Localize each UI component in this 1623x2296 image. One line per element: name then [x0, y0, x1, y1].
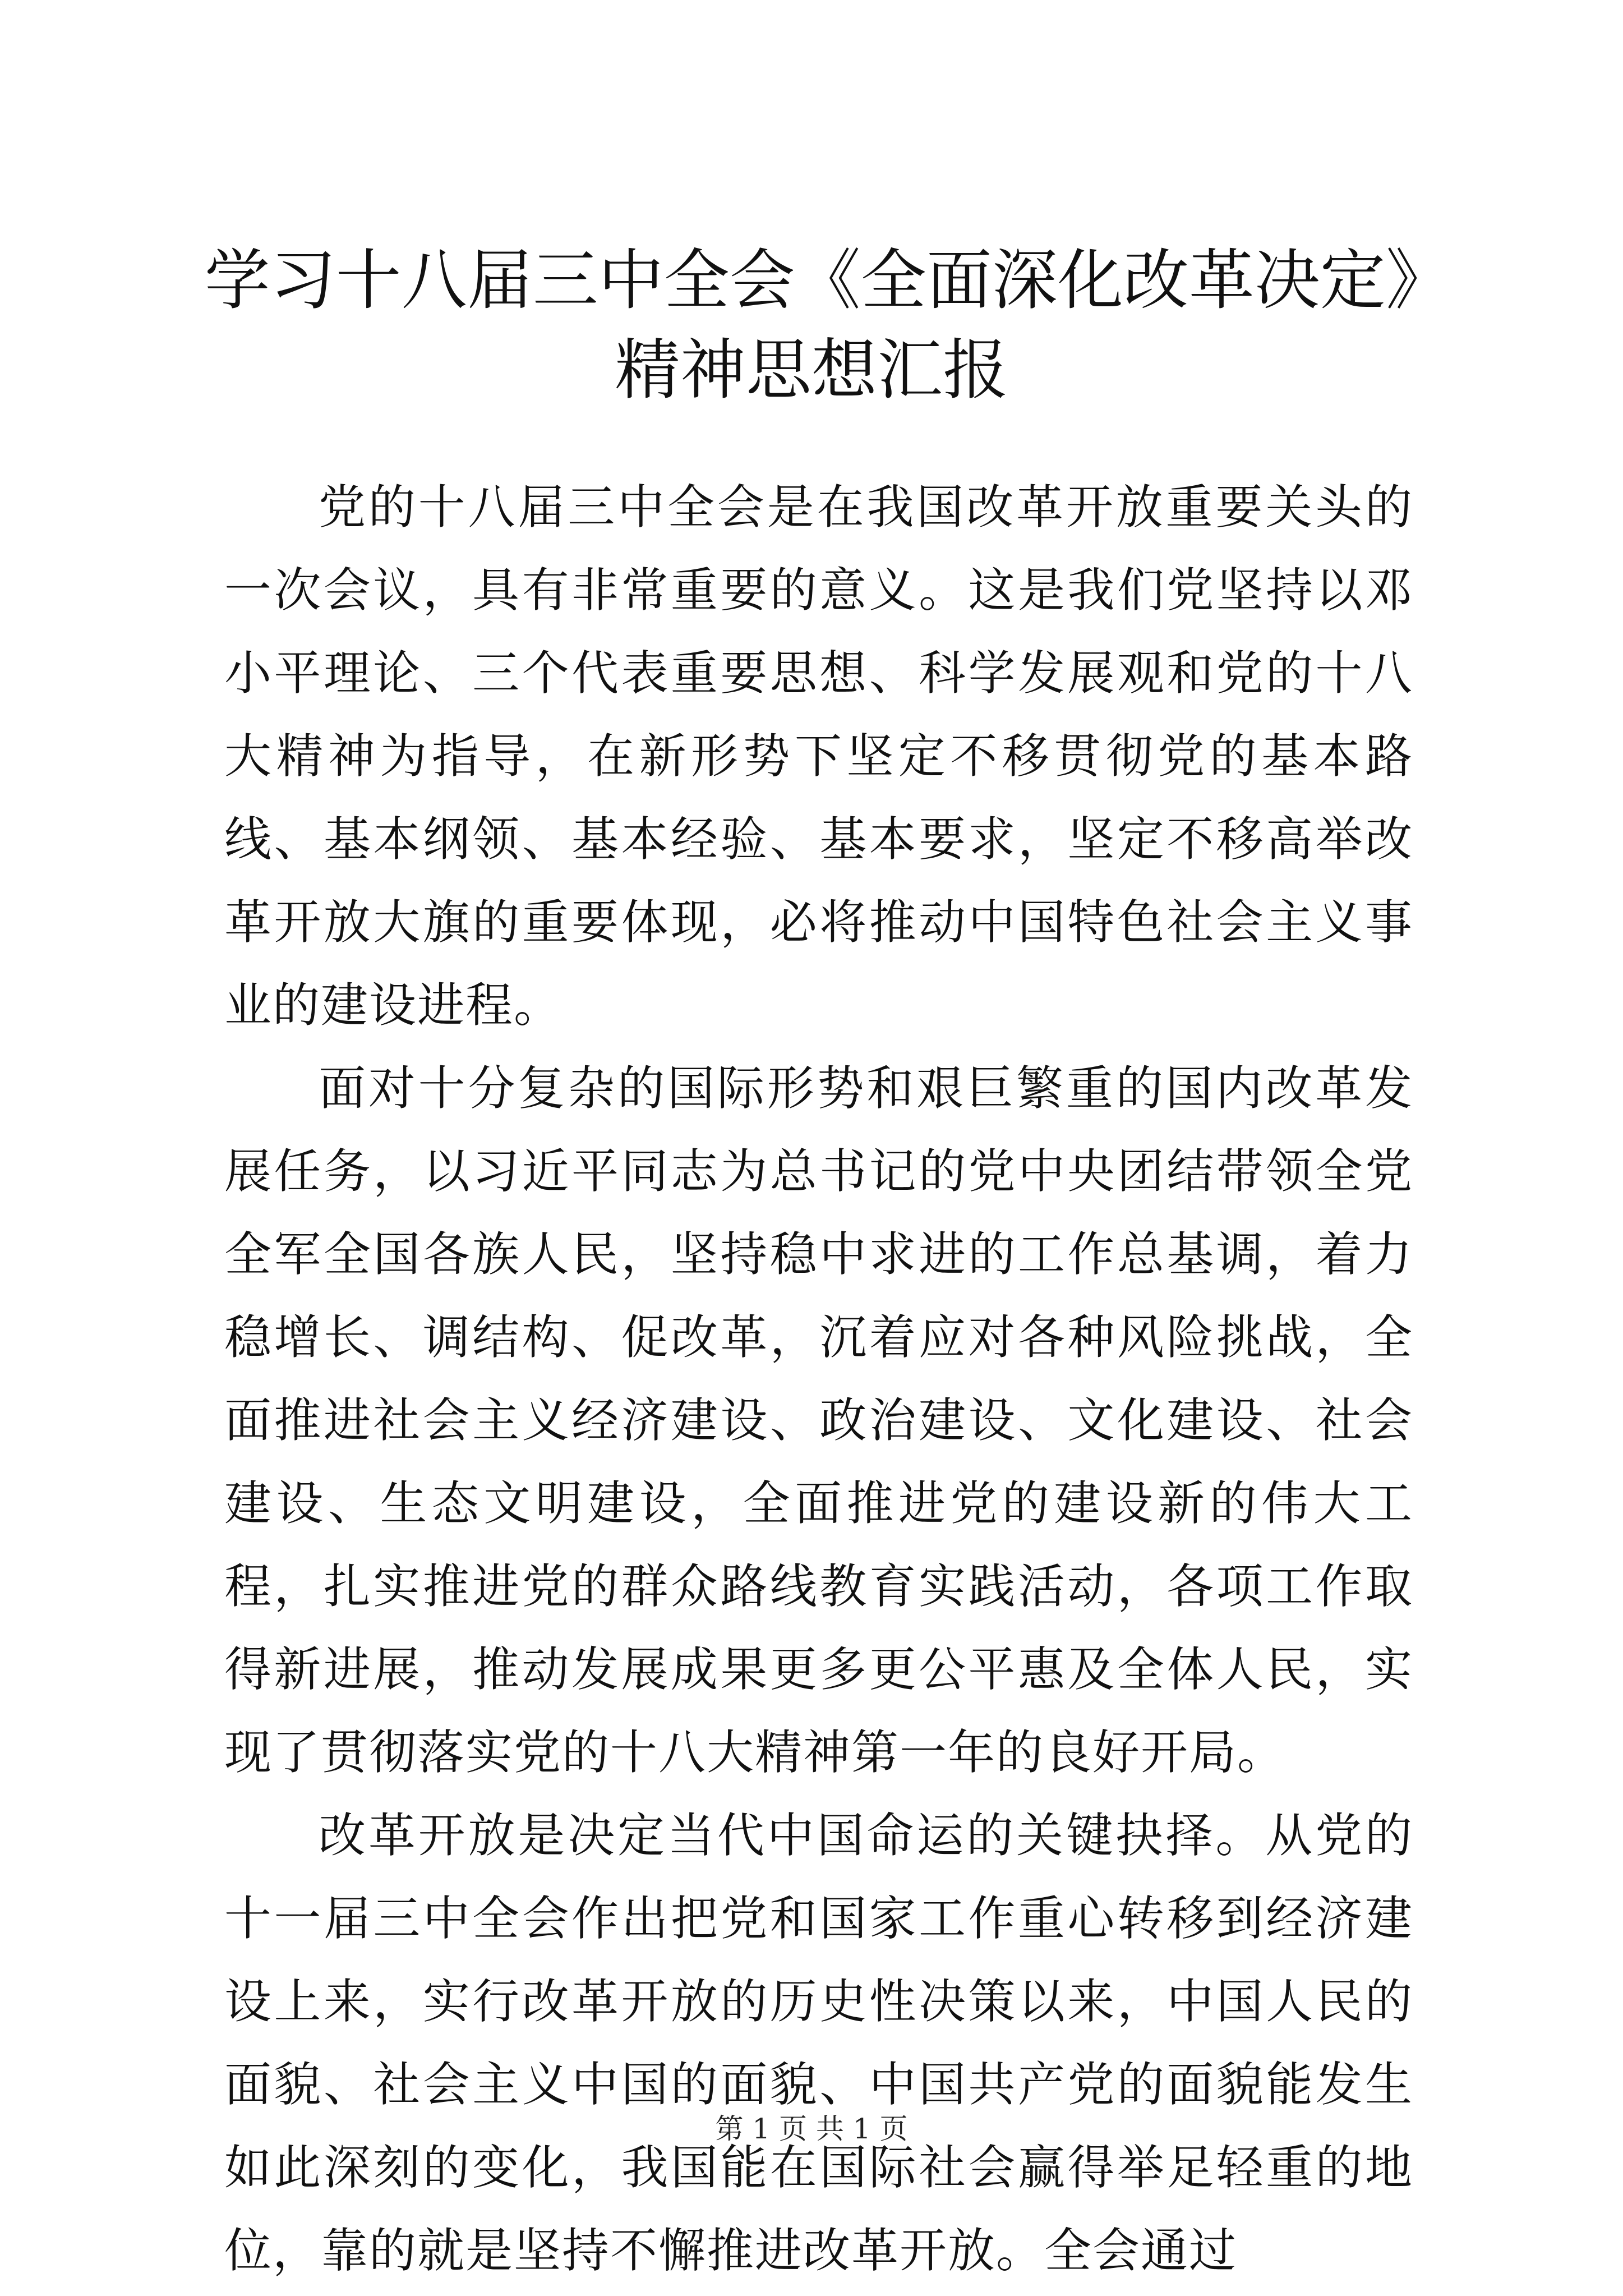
document-title: 学习十八届三中全会《全面深化改革决定》精神思想汇报 [204, 242, 1419, 408]
document-body [224, 466, 1413, 2292]
page-footer [0, 2109, 1623, 2148]
paragraph: 改革开放是决定当代中国命运的关键抉择。从党的十一届三中全会作出把党和国家工作重心转移到经济建设上来，实行改革开放的历史性决策以来，中国人民的面貌、社会主义中国的面貌、中国共产党的面貌能发生如此深刻的变化，我国能在国际社会赢得举足轻重的地位，靠的就是坚持不懈推进改革开放。全会通过 [224, 1808, 1413, 2278]
page-number-label: 第 1 页 共 1 页 [715, 2113, 908, 2145]
paragraph: 面对十分复杂的国际形势和艰巨繁重的国内改革发展任务，以习近平同志为总书记的党中央团结带领全党全军全国各族人民，坚持稳中求进的工作总基调，着力稳增长、调结构、促改革，沉着应对各种风险挑战，全面推进社会主义经济建设、政治建设、文化建设、社会建设、生态文明建设，全面推进党的建设新的伟大工程，扎实推进党的群众路线教育实践活动，各项工作取得新进展，推动发展成果更多更公平惠及全体人民，实现了贯彻落实党的十八大精神第一年的良好开局。 [224, 1061, 1413, 1780]
paragraph: 党的十八届三中全会是在我国改革开放重要关头的一次会议，具有非常重要的意义。这是我们党坚持以邓小平理论、三个代表重要思想、科学发展观和党的十八大精神为指导，在新形势下坚定不移贯彻党的基本路线、基本纲领、基本经验、基本要求，坚定不移高举改革开放大旗的重要体现，必将推动中国特色社会主义事业的建设进程。 [224, 480, 1413, 1033]
